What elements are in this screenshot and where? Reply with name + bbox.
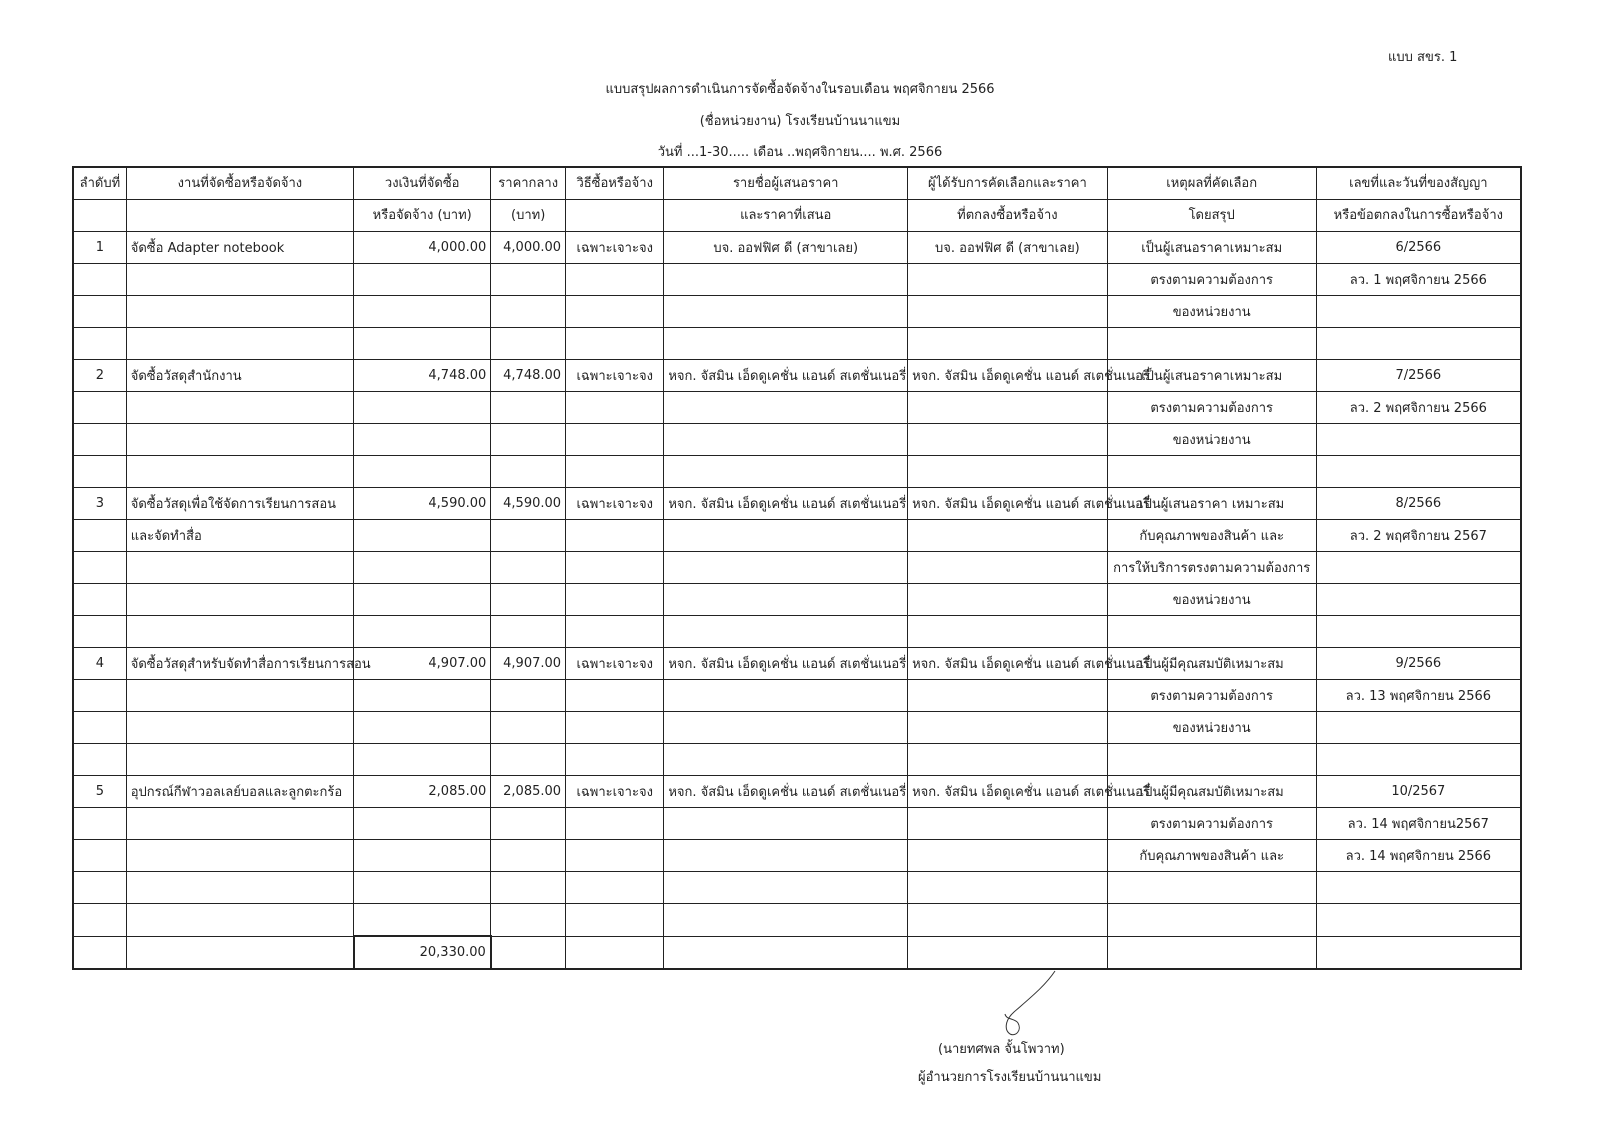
col-reason-cell: [1107, 936, 1316, 969]
col-contract-cell: ลว. 2 พฤศจิกายน 2567: [1316, 520, 1521, 552]
table-row: [73, 840, 1521, 872]
col-budget-cell: [354, 520, 491, 552]
col-reason-cell: [1107, 872, 1316, 904]
col-bidders-header: รายชื่อผู้เสนอราคา: [664, 167, 908, 200]
col-reason-cell: ของหน่วยงาน: [1107, 584, 1316, 616]
col-contract-cell: [1316, 904, 1521, 937]
col-order-cell: [73, 936, 126, 969]
col-contract-cell: 10/2567: [1316, 776, 1521, 808]
agency-name: (ชื่อหน่วยงาน) โรงเรียนบ้านนาแขม: [699, 114, 901, 129]
col-contract-cell: 9/2566: [1316, 648, 1521, 680]
col-order-cell: [73, 424, 126, 456]
col-item-cell: จัดซื้อวัสดุสำหรับจัดทำสื่อการเรียนการสอน: [126, 648, 353, 680]
table-row: [73, 296, 1521, 328]
col-item-cell: [126, 296, 353, 328]
col-bidders-cell: [664, 744, 908, 776]
col-reason-cell: ของหน่วยงาน: [1107, 296, 1316, 328]
col-selected-header: ที่ตกลงซื้อหรือจ้าง: [908, 200, 1108, 232]
col-bidders-cell: หจก. จัสมิน เอ็ดดูเคชั่น แอนด์ สเตชั่นเนอรี่: [664, 360, 908, 392]
table-row: [73, 872, 1521, 904]
table-row: [73, 616, 1521, 648]
col-bidders-cell: [664, 840, 908, 872]
col-selected-cell: [908, 840, 1108, 872]
col-item-header: [126, 200, 353, 232]
col-method-cell: [566, 552, 664, 584]
col-selected-header: ผู้ได้รับการคัดเลือกและราคา: [908, 167, 1108, 200]
table-row: [73, 264, 1521, 296]
col-order-cell: [73, 744, 126, 776]
col-method-cell: เฉพาะเจาะจง: [566, 488, 664, 520]
col-median-price-cell: 2,085.00: [491, 776, 566, 808]
col-method-header: วิธีซื้อหรือจ้าง: [566, 167, 664, 200]
col-item-cell: จัดซื้อวัสดุสำนักงาน: [126, 360, 353, 392]
col-contract-cell: [1316, 552, 1521, 584]
col-median-price-cell: 4,590.00: [491, 488, 566, 520]
col-order-header: ลำดับที่: [73, 167, 126, 200]
col-item-cell: จัดซื้อ Adapter notebook: [126, 232, 353, 264]
col-order-cell: [73, 392, 126, 424]
col-budget-cell: [354, 680, 491, 712]
col-order-cell: [73, 616, 126, 648]
col-item-cell: [126, 808, 353, 840]
col-bidders-cell: [664, 296, 908, 328]
col-contract-cell: [1316, 328, 1521, 360]
col-median-price-cell: [491, 264, 566, 296]
table-row: [73, 776, 1521, 808]
col-order-cell: [73, 808, 126, 840]
col-item-cell: อุปกรณ์กีฬาวอลเลย์บอลและลูกตะกร้อ: [126, 776, 353, 808]
col-selected-cell: [908, 392, 1108, 424]
col-median-price-cell: [491, 744, 566, 776]
col-budget-cell: [354, 456, 491, 488]
col-reason-header: เหตุผลที่คัดเลือก: [1107, 167, 1316, 200]
col-bidders-cell: หจก. จัสมิน เอ็ดดูเคชั่น แอนด์ สเตชั่นเนอรี่: [664, 776, 908, 808]
col-reason-cell: กับคุณภาพของสินค้า และ: [1107, 840, 1316, 872]
col-selected-cell: [908, 520, 1108, 552]
col-contract-cell: [1316, 456, 1521, 488]
col-budget-header: หรือจัดจ้าง (บาท): [354, 200, 491, 232]
header-row: [73, 200, 1521, 232]
col-budget-cell: [354, 744, 491, 776]
total-row: [73, 936, 1521, 969]
col-selected-cell: [908, 552, 1108, 584]
col-method-cell: [566, 520, 664, 552]
col-selected-cell: [908, 904, 1108, 937]
col-selected-cell: บจ. ออฟฟิศ ดี (สาขาเลย): [908, 232, 1108, 264]
col-budget-cell: [354, 584, 491, 616]
col-order-cell: [73, 904, 126, 937]
col-selected-cell: [908, 680, 1108, 712]
col-selected-cell: [908, 264, 1108, 296]
col-reason-cell: [1107, 456, 1316, 488]
col-budget-cell: 4,590.00: [354, 488, 491, 520]
col-budget-cell: 4,907.00: [354, 648, 491, 680]
col-bidders-cell: [664, 264, 908, 296]
col-bidders-cell: [664, 904, 908, 937]
col-budget-cell: [354, 712, 491, 744]
col-method-cell: [566, 616, 664, 648]
signature-scribble-icon: [1000, 968, 1060, 1038]
col-median-price-cell: [491, 392, 566, 424]
col-bidders-cell: [664, 584, 908, 616]
col-median-price-cell: [491, 680, 566, 712]
col-method-cell: [566, 296, 664, 328]
col-reason-cell: ตรงตามความต้องการ: [1107, 264, 1316, 296]
table-row: [73, 904, 1521, 937]
col-item-cell: [126, 584, 353, 616]
table-row: [73, 232, 1521, 264]
col-median-price-cell: [491, 840, 566, 872]
signatory-name: (นายทศพล จั้นโพวาท): [938, 1042, 1065, 1057]
col-median-price-cell: [491, 520, 566, 552]
col-selected-cell: [908, 744, 1108, 776]
col-median-price-cell: [491, 424, 566, 456]
table-row: [73, 680, 1521, 712]
col-contract-cell: 8/2566: [1316, 488, 1521, 520]
col-contract-header: หรือข้อตกลงในการซื้อหรือจ้าง: [1316, 200, 1521, 232]
col-selected-cell: [908, 296, 1108, 328]
table-row: [73, 328, 1521, 360]
col-reason-cell: กับคุณภาพของสินค้า และ: [1107, 520, 1316, 552]
col-reason-cell: ตรงตามความต้องการ: [1107, 392, 1316, 424]
col-budget-cell: 4,000.00: [354, 232, 491, 264]
col-contract-cell: ลว. 14 พฤศจิกายน2567: [1316, 808, 1521, 840]
document-title: แบบสรุปผลการดำเนินการจัดซื้อจัดจ้างในรอบเดือน พฤศจิกายน 2566: [605, 82, 995, 97]
col-contract-cell: [1316, 424, 1521, 456]
col-order-cell: 1: [73, 232, 126, 264]
col-item-cell: [126, 936, 353, 969]
col-median-price-cell: [491, 936, 566, 969]
col-selected-cell: หจก. จัสมิน เอ็ดดูเคชั่น แอนด์ สเตชั่นเนอรี่: [908, 776, 1108, 808]
col-order-cell: [73, 872, 126, 904]
col-bidders-cell: [664, 616, 908, 648]
col-order-cell: [73, 296, 126, 328]
col-method-cell: [566, 712, 664, 744]
col-contract-cell: [1316, 584, 1521, 616]
col-order-cell: [73, 456, 126, 488]
col-order-cell: 3: [73, 488, 126, 520]
header-row: [73, 167, 1521, 200]
col-budget-cell: [354, 392, 491, 424]
col-reason-header: โดยสรุป: [1107, 200, 1316, 232]
col-reason-cell: เป็นผู้เสนอราคาเหมาะสม: [1107, 360, 1316, 392]
col-budget-cell: [354, 552, 491, 584]
col-reason-cell: เป็นผู้เสนอราคา เหมาะสม: [1107, 488, 1316, 520]
col-bidders-cell: [664, 936, 908, 969]
col-order-header: [73, 200, 126, 232]
col-method-cell: [566, 328, 664, 360]
col-item-cell: และจัดทำสื่อ: [126, 520, 353, 552]
col-median-price-cell: 4,907.00: [491, 648, 566, 680]
col-order-cell: 5: [73, 776, 126, 808]
col-reason-cell: ตรงตามความต้องการ: [1107, 680, 1316, 712]
col-budget-cell: [354, 296, 491, 328]
col-reason-cell: [1107, 744, 1316, 776]
col-contract-cell: ลว. 2 พฤศจิกายน 2566: [1316, 392, 1521, 424]
col-contract-cell: ลว. 1 พฤศจิกายน 2566: [1316, 264, 1521, 296]
col-median-price-header: (บาท): [491, 200, 566, 232]
col-median-price-cell: [491, 712, 566, 744]
procurement-table: [72, 166, 1522, 970]
col-reason-cell: เป็นผู้มีคุณสมบัติเหมาะสม: [1107, 648, 1316, 680]
col-method-header: [566, 200, 664, 232]
col-method-cell: [566, 936, 664, 969]
col-budget-cell: [354, 808, 491, 840]
col-selected-cell: หจก. จัสมิน เอ็ดดูเคชั่น แอนด์ สเตชั่นเนอรี่: [908, 360, 1108, 392]
col-order-cell: 4: [73, 648, 126, 680]
col-bidders-cell: [664, 552, 908, 584]
col-selected-cell: หจก. จัสมิน เอ็ดดูเคชั่น แอนด์ สเตชั่นเนอรี่: [908, 488, 1108, 520]
table-row: [73, 488, 1521, 520]
table-row: [73, 712, 1521, 744]
col-contract-cell: ลว. 13 พฤศจิกายน 2566: [1316, 680, 1521, 712]
col-method-cell: เฉพาะเจาะจง: [566, 648, 664, 680]
col-item-cell: [126, 264, 353, 296]
table-row: [73, 808, 1521, 840]
col-item-cell: [126, 712, 353, 744]
col-budget-cell: [354, 872, 491, 904]
col-method-cell: เฉพาะเจาะจง: [566, 776, 664, 808]
col-bidders-cell: [664, 680, 908, 712]
col-item-cell: [126, 552, 353, 584]
date-range: วันที่ ...1-30..... เดือน ..พฤศจิกายน.... พ.ศ. 2566: [657, 145, 943, 160]
col-median-price-cell: [491, 552, 566, 584]
col-order-cell: [73, 520, 126, 552]
col-median-price-cell: [491, 808, 566, 840]
col-selected-cell: หจก. จัสมิน เอ็ดดูเคชั่น แอนด์ สเตชั่นเนอรี่: [908, 648, 1108, 680]
col-item-cell: [126, 904, 353, 937]
col-method-cell: [566, 840, 664, 872]
col-budget-cell: 4,748.00: [354, 360, 491, 392]
col-method-cell: [566, 872, 664, 904]
col-budget-cell: [354, 424, 491, 456]
col-bidders-cell: [664, 872, 908, 904]
col-selected-cell: [908, 328, 1108, 360]
col-reason-cell: เป็นผู้มีคุณสมบัติเหมาะสม: [1107, 776, 1316, 808]
col-bidders-cell: [664, 520, 908, 552]
col-budget-cell: [354, 328, 491, 360]
col-median-price-cell: [491, 616, 566, 648]
col-median-price-cell: [491, 904, 566, 937]
col-contract-cell: [1316, 296, 1521, 328]
col-contract-header: เลขที่และวันที่ของสัญญา: [1316, 167, 1521, 200]
table-row: [73, 424, 1521, 456]
col-budget-cell: 2,085.00: [354, 776, 491, 808]
col-bidders-cell: [664, 808, 908, 840]
col-median-price-cell: [491, 584, 566, 616]
col-method-cell: เฉพาะเจาะจง: [566, 360, 664, 392]
col-selected-cell: [908, 808, 1108, 840]
col-item-cell: [126, 328, 353, 360]
table-row: [73, 520, 1521, 552]
col-order-cell: [73, 552, 126, 584]
total-amount: 20,330.00: [354, 936, 491, 969]
col-method-cell: [566, 680, 664, 712]
col-reason-cell: ตรงตามความต้องการ: [1107, 808, 1316, 840]
col-budget-cell: [354, 616, 491, 648]
col-reason-cell: การให้บริการตรงตามความต้องการ: [1107, 552, 1316, 584]
col-budget-header: วงเงินที่จัดซื้อ: [354, 167, 491, 200]
col-median-price-cell: 4,748.00: [491, 360, 566, 392]
col-reason-cell: [1107, 616, 1316, 648]
col-selected-cell: [908, 712, 1108, 744]
col-contract-cell: [1316, 616, 1521, 648]
col-selected-cell: [908, 456, 1108, 488]
col-median-price-header: ราคากลาง: [491, 167, 566, 200]
col-reason-cell: ของหน่วยงาน: [1107, 712, 1316, 744]
col-order-cell: 2: [73, 360, 126, 392]
col-median-price-cell: [491, 872, 566, 904]
col-median-price-cell: [491, 456, 566, 488]
col-order-cell: [73, 680, 126, 712]
signatory-position: ผู้อำนวยการโรงเรียนบ้านนาแขม: [918, 1070, 1102, 1085]
col-method-cell: [566, 392, 664, 424]
col-contract-cell: [1316, 712, 1521, 744]
col-selected-cell: [908, 872, 1108, 904]
col-item-cell: [126, 744, 353, 776]
col-bidders-cell: [664, 456, 908, 488]
col-order-cell: [73, 328, 126, 360]
table-row: [73, 744, 1521, 776]
col-bidders-cell: [664, 328, 908, 360]
col-item-cell: [126, 424, 353, 456]
col-item-header: งานที่จัดซื้อหรือจัดจ้าง: [126, 167, 353, 200]
col-method-cell: [566, 456, 664, 488]
col-contract-cell: [1316, 936, 1521, 969]
col-bidders-cell: [664, 712, 908, 744]
col-selected-cell: [908, 584, 1108, 616]
col-item-cell: [126, 840, 353, 872]
table-row: [73, 584, 1521, 616]
col-method-cell: [566, 744, 664, 776]
col-order-cell: [73, 584, 126, 616]
col-contract-cell: 7/2566: [1316, 360, 1521, 392]
col-item-cell: [126, 392, 353, 424]
col-reason-cell: ของหน่วยงาน: [1107, 424, 1316, 456]
col-selected-cell: [908, 424, 1108, 456]
col-reason-cell: [1107, 904, 1316, 937]
col-bidders-cell: บจ. ออฟฟิศ ดี (สาขาเลย): [664, 232, 908, 264]
col-bidders-header: และราคาที่เสนอ: [664, 200, 908, 232]
col-method-cell: [566, 424, 664, 456]
col-order-cell: [73, 264, 126, 296]
form-code: แบบ สขร. 1: [1388, 50, 1458, 65]
col-median-price-cell: [491, 296, 566, 328]
col-bidders-cell: [664, 392, 908, 424]
col-selected-cell: [908, 936, 1108, 969]
table-row: [73, 456, 1521, 488]
col-bidders-cell: หจก. จัสมิน เอ็ดดูเคชั่น แอนด์ สเตชั่นเนอรี่: [664, 488, 908, 520]
col-method-cell: [566, 904, 664, 937]
col-order-cell: [73, 840, 126, 872]
col-reason-cell: เป็นผู้เสนอราคาเหมาะสม: [1107, 232, 1316, 264]
col-item-cell: [126, 616, 353, 648]
col-selected-cell: [908, 616, 1108, 648]
col-contract-cell: 6/2566: [1316, 232, 1521, 264]
table-row: [73, 552, 1521, 584]
col-item-cell: จัดซื้อวัสดุเพื่อใช้จัดการเรียนการสอน: [126, 488, 353, 520]
table-row: [73, 392, 1521, 424]
col-method-cell: [566, 808, 664, 840]
col-contract-cell: ลว. 14 พฤศจิกายน 2566: [1316, 840, 1521, 872]
col-contract-cell: [1316, 744, 1521, 776]
table-row: [73, 648, 1521, 680]
col-median-price-cell: [491, 328, 566, 360]
col-budget-cell: [354, 264, 491, 296]
col-contract-cell: [1316, 872, 1521, 904]
col-bidders-cell: [664, 424, 908, 456]
col-budget-cell: [354, 904, 491, 937]
col-method-cell: [566, 584, 664, 616]
col-method-cell: [566, 264, 664, 296]
col-budget-cell: [354, 840, 491, 872]
col-order-cell: [73, 712, 126, 744]
table-row: [73, 360, 1521, 392]
col-item-cell: [126, 872, 353, 904]
col-method-cell: เฉพาะเจาะจง: [566, 232, 664, 264]
col-bidders-cell: หจก. จัสมิน เอ็ดดูเคชั่น แอนด์ สเตชั่นเนอรี่: [664, 648, 908, 680]
col-median-price-cell: 4,000.00: [491, 232, 566, 264]
col-reason-cell: [1107, 328, 1316, 360]
col-item-cell: [126, 456, 353, 488]
col-item-cell: [126, 680, 353, 712]
